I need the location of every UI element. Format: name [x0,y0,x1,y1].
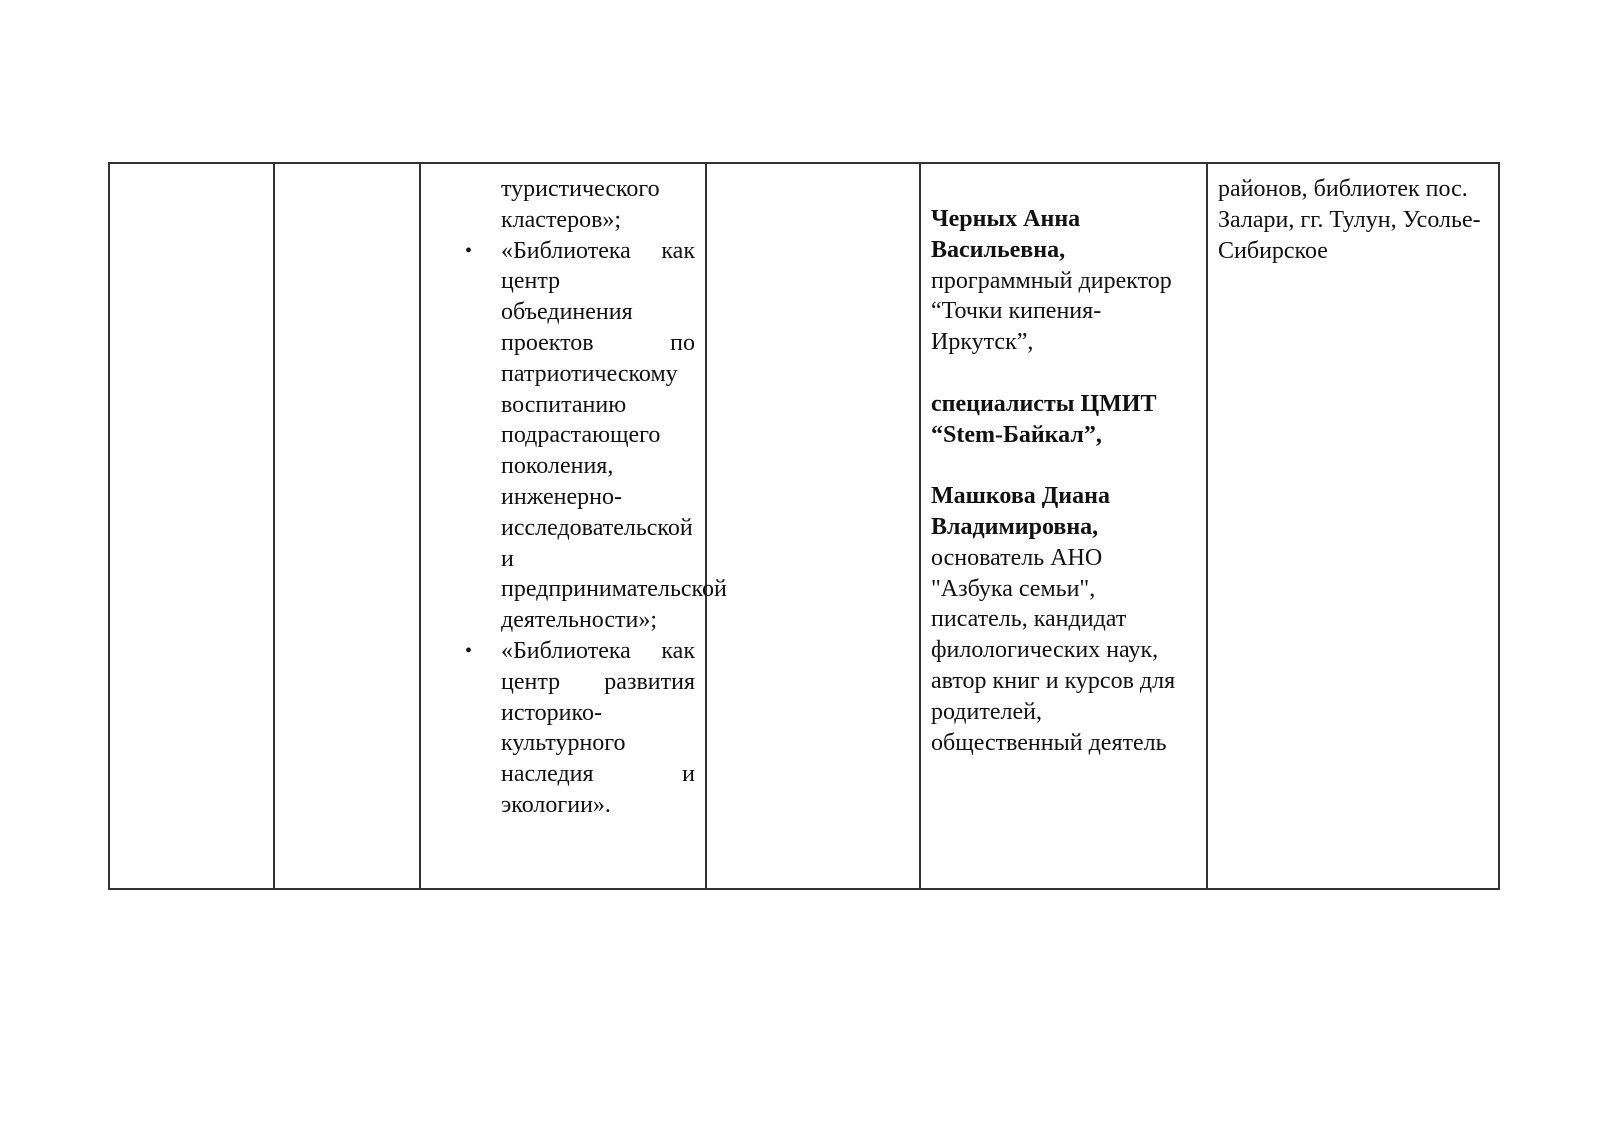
speaker-role: основатель АНО "Азбука семьи", писатель, кандидат филологических наук, автор книг и курсов для родителей, общественный деятель [931,544,1176,756]
table-cell-speakers [920,163,1207,889]
table-cell-4 [706,163,920,889]
list-item [465,636,695,821]
speaker-entry [931,204,1190,358]
speaker-name: Машкова Диана Владимировна, [931,483,1110,540]
speaker-role: программный директор “Точки кипения-Иркутск”, [931,267,1172,356]
table-cell-1 [109,163,274,889]
program-table [108,162,1500,890]
speaker-name: Черных Анна Васильевна, [931,206,1081,263]
table-cell-topics [420,163,727,889]
bullet-icon: • [465,639,473,662]
table-cell-participants: районов, библиотек пос. Залари, гг. Тулун, Усолье-Сибирское [1207,163,1499,889]
topic-list [421,236,727,821]
speaker-entry [931,389,1190,451]
table-cell-2 [274,163,420,889]
table-row [109,163,1499,889]
speaker-name: специалисты ЦМИТ “Stem-Байкал”, [931,390,1157,448]
speaker-entry [931,481,1190,758]
list-item [465,236,727,636]
topic-continuation: туристического кластеров»; [501,176,660,233]
bullet-icon: • [465,239,473,262]
topic-item-text: «Библиотека как центр объединения проектов по патриотическому воспитанию подрастающего поколения, инженерно-исследовательской и предпринимательской деятельности»; [501,237,727,634]
topic-item-text: «Библиотека как центр развития историко-культурного наследия и экологии». [501,637,695,818]
